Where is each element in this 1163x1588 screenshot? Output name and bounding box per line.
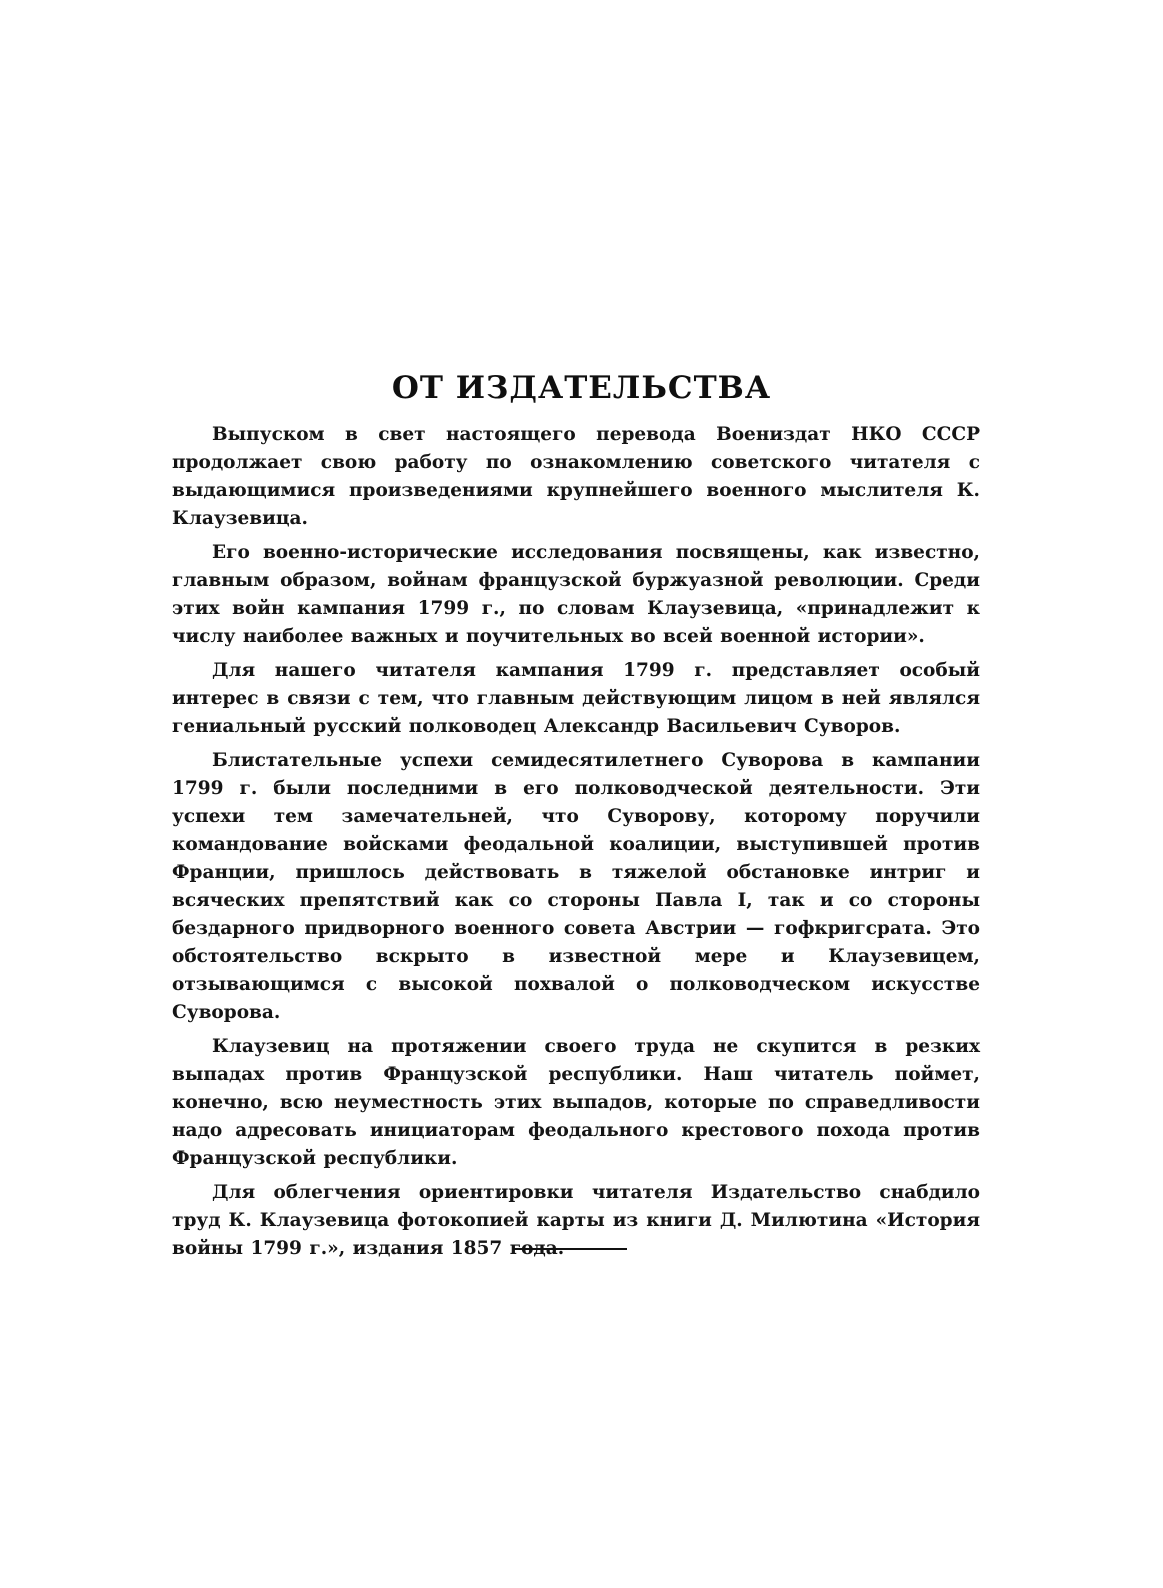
paragraph-2: Его военно-исторические исследования посвящены, как известно, главным образом, войнам французской буржуазной революции. Среди этих войн кампания 1799 г., по словам Клаузевица, «принадлежит к числу наиболее важных и поучительных во всей военной истории». <box>172 542 980 647</box>
paragraph-6: Для облегчения ориентировки читателя Издательство снабдило труд К. Клаузевица фотокопией карты из книги Д. Милютина «История войны 1799 г.», издания 1857 года. <box>172 1182 980 1259</box>
paragraph-4: Блистательные успехи семидесятилетнего Суворова в кампании 1799 г. были последними в его полководческой деятельности. Эти успехи тем замечательней, что Суворову, которому поручили командование войсками феодальной коалиции, выступившей против Франции, пришлось действовать в тяжелой обстановке интриг и всяческих препятствий как со стороны Павла I, так и со стороны бездарного придворного военного совета Австрии — гофкригсрата. Это обстоятельство вскрыто в известной мере и Клаузевицем, отзывающимся с высокой похвалой о полководческом искусстве Суворова. <box>172 750 980 1023</box>
closing-divider <box>513 1248 627 1250</box>
paragraph-5: Клаузевиц на протяжении своего труда не скупится в резких выпадах против Французской республики. Наш читатель поймет, конечно, всю неуместность этих выпадов, которые по справедливости надо адресовать инициаторам феодального крестового похода против Французской республики. <box>172 1036 980 1169</box>
page-title: ОТ ИЗДАТЕЛЬСТВА <box>391 370 772 406</box>
body-text <box>172 421 980 1269</box>
paragraph-3: Для нашего читателя кампания 1799 г. представляет особый интерес в связи с тем, что главным действующим лицом в ней являлся гениальный русский полководец Александр Васильевич Суворов. <box>172 660 980 737</box>
paragraph-1: Выпуском в свет настоящего перевода Воениздат НКО СССР продолжает свою работу по ознакомлению советского читателя с выдающимися произведениями крупнейшего военного мыслителя К. Клаузевица. <box>172 424 980 529</box>
